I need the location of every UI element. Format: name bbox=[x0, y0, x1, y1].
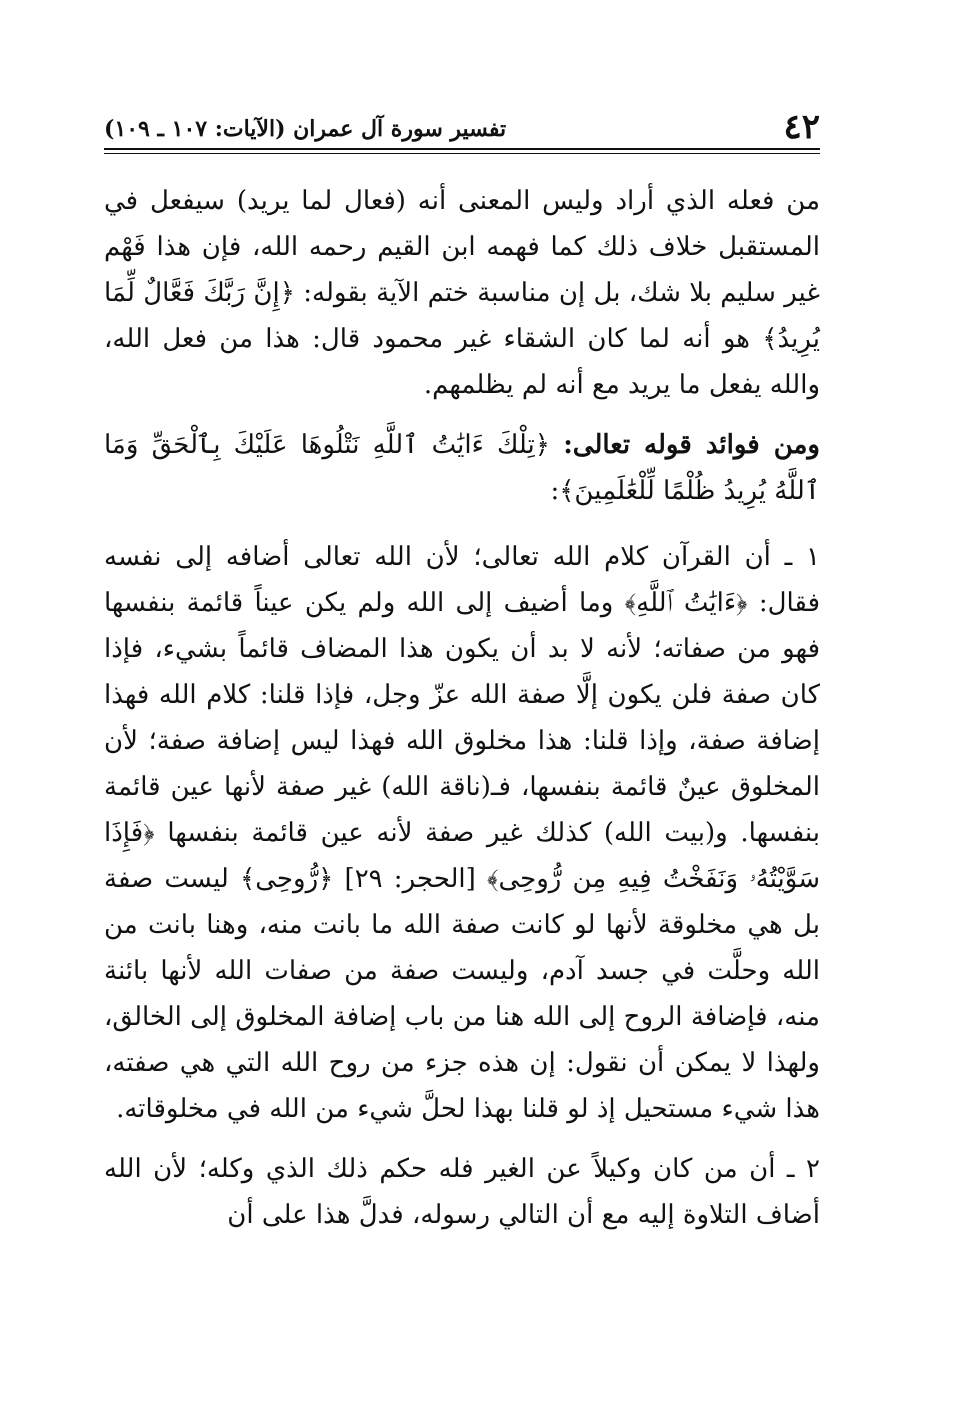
page-number: ٤٢ bbox=[783, 107, 820, 147]
running-title: تفسير سورة آل عمران (الآيات: ١٠٧ ـ ١٠٩) bbox=[104, 116, 507, 142]
paragraph-1: من فعله الذي أراد وليس المعنى أنه (فعال لما يريد) سيفعل في المستقبل خلاف ذلك كما فهمه ابن القيم رحمه الله، فإن هذا فَهْم غير سليم بلا شك، بل إن مناسبة ختم الآية بقوله: ﴿إِنَّ رَبَّكَ فَعَّالٌ لِّمَا يُرِيدُ﴾ هو أنه لما كان الشقاء غير محمود قال: هذا من فعل الله، والله يفعل ما يريد مع أنه لم يظلمهم. bbox=[104, 186, 820, 400]
page-body bbox=[104, 178, 820, 1238]
paragraph-2 bbox=[104, 422, 820, 514]
page-header bbox=[104, 104, 820, 147]
paragraph-3: ١ ـ أن القرآن كلام الله تعالى؛ لأن الله تعالى أضافه إلى نفسه فقال: ﴿ءَايَٰتُ ٱللَّهِ﴾ وما أضيف إلى الله ولم يكن عيناً قائمة بنفسها فهو من صفاته؛ لأنه لا بد أن يكون هذا المضاف قائماً بشيء، فإذا كان صفة فلن يكون إلَّا صفة الله عزّ وجل، فإذا قلنا: كلام الله فهذا إضافة صفة، وإذا قلنا: هذا مخلوق الله فهذا ليس إضافة صفة؛ لأن المخلوق عينٌ قائمة بنفسها، فـ(ناقة الله) غير صفة لأنها عين قائمة بنفسها. و(بيت الله) كذلك غير صفة لأنه عين قائمة بنفسها ﴿فَإِذَا سَوَّيْتُهُۥ وَنَفَخْتُ فِيهِ مِن رُّوحِى﴾ [الحجر: ٢٩] ﴿رُّوحِى﴾ ليست صفة بل هي مخلوقة لأنها لو كانت صفة الله ما بانت منه، وهنا بانت من الله وحلَّت في جسد آدم، وليست صفة من صفات الله لأنها بائنة منه، فإضافة الروح إلى الله هنا من باب إضافة المخلوق إلى الخالق، ولهذا لا يمكن أن نقول: إن هذه جزء من روح الله التي هي صفته، هذا شيء مستحيل إذ لو قلنا بهذا لحلَّ شيء من الله في مخلوقاته. bbox=[104, 542, 820, 1124]
header-rule-thin bbox=[104, 153, 820, 154]
paragraph-4: ٢ ـ أن من كان وكيلاً عن الغير فله حكم ذلك الذي وكله؛ لأن الله أضاف التلاوة إليه مع أن التالي رسوله، فدلَّ هذا على أن bbox=[104, 1154, 820, 1230]
paragraph-2-lead: ومن فوائد قوله تعالى: bbox=[563, 430, 820, 460]
header-rule-thick bbox=[104, 148, 820, 150]
quran-verse: ﴿تِلْكَ ءَايَٰتُ ٱللَّهِ نَتْلُوهَا عَلَيْكَ بِٱلْحَقِّ وَمَا ٱللَّهُ يُرِيدُ ظُلْمًا لِّلْعَٰلَمِينَ﴾: bbox=[104, 430, 820, 506]
